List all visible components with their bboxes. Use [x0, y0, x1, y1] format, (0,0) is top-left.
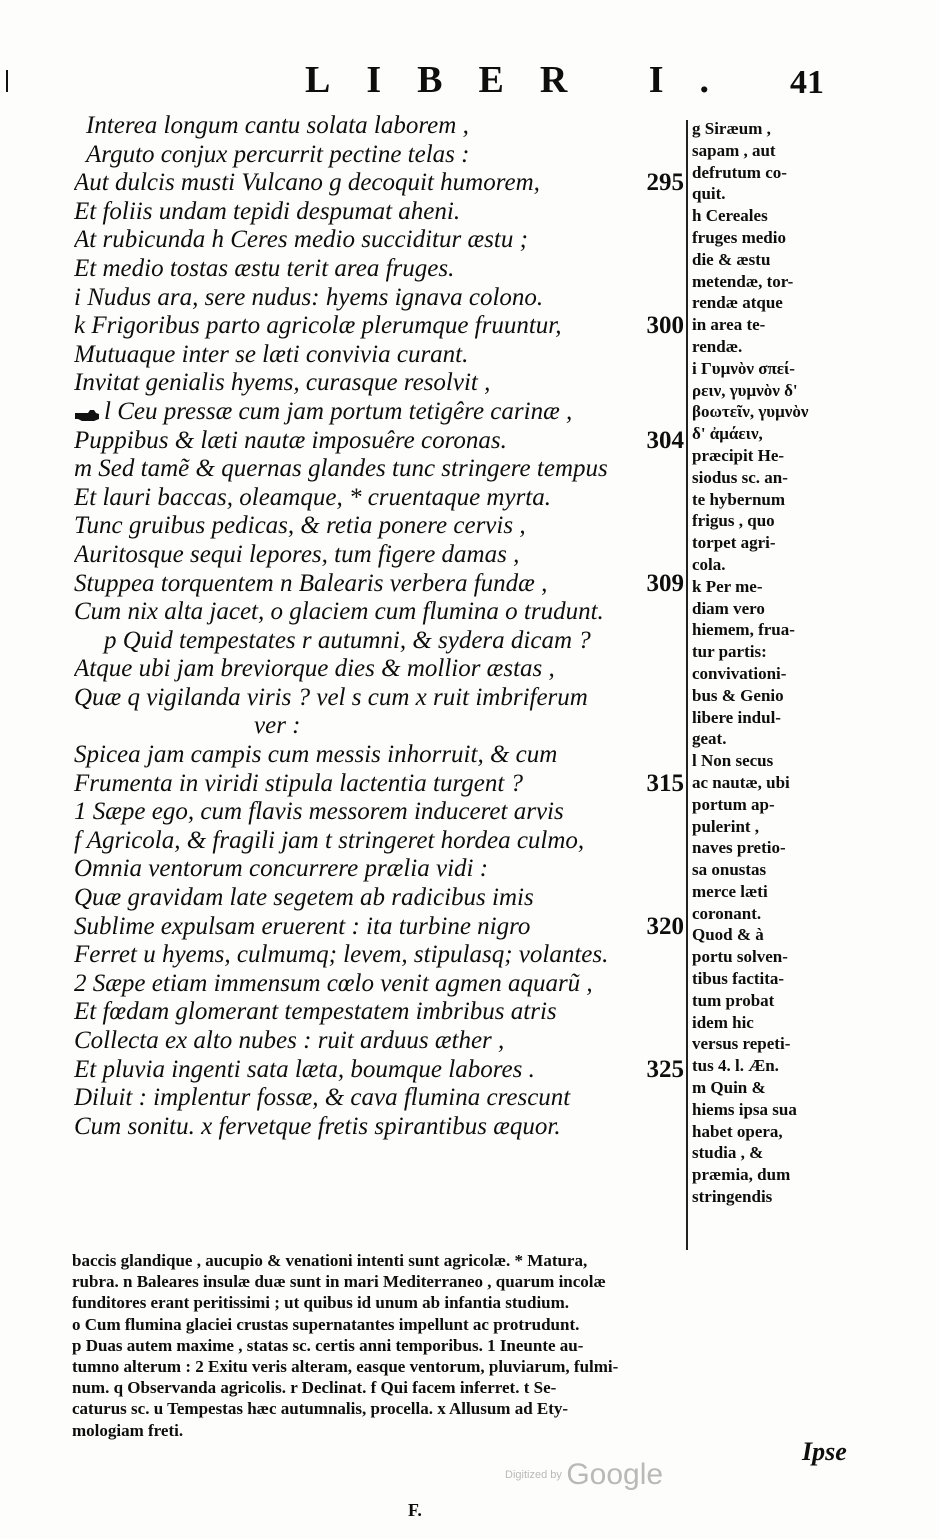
margin-note-line: merce læti	[692, 881, 768, 901]
verse-line	[74, 741, 686, 770]
verse-line	[74, 627, 686, 656]
footnote-line: baccis glandique , aucupio & venationi intenti sunt agricolæ. * Matura,	[72, 1251, 588, 1270]
verse-text: Et foliis undam tepidi despumat aheni.	[74, 197, 461, 225]
verse-text: Ferret u hyems, culmumq; levem, stipulasq; volantes.	[74, 941, 609, 969]
margin-note-line: stringendis	[692, 1187, 773, 1207]
verse-line	[74, 455, 686, 484]
margin-note-line: l Non secus	[692, 751, 774, 771]
verse-line	[74, 512, 686, 541]
margin-note-line: idem hic	[692, 1012, 754, 1032]
margin-note-line: diam vero	[692, 598, 765, 618]
verse-text: k Frigoribus parto agricolæ plerumque fruuntur,	[74, 312, 562, 340]
verse-line	[74, 913, 686, 942]
page-header	[0, 58, 940, 108]
margin-note-line: studia , &	[692, 1143, 764, 1163]
margin-note-line: fruges medio	[692, 227, 786, 247]
verse-line	[74, 1084, 686, 1113]
margin-rule	[686, 120, 688, 1250]
verse-line	[74, 226, 686, 255]
verse-text: Et fœdam glomerant tempestatem imbribus atris	[74, 998, 557, 1026]
verse-line	[74, 1056, 686, 1085]
verse-line	[74, 198, 686, 227]
verse-text: Quæ gravidam late segetem ab radicibus imis	[74, 884, 534, 912]
margin-note-line: cola.	[692, 554, 726, 574]
verse-text: Auritosque sequi lepores, tum figere damas ,	[74, 540, 520, 568]
margin-note-line: sapam , aut	[692, 140, 776, 160]
verse-line	[74, 855, 686, 884]
footnote-line: caturus sc. u Tempestas hæc autumnalis, procella. x Allusum ad Ety-	[72, 1399, 569, 1419]
margin-note-line: hiems ipsa sua	[692, 1099, 797, 1119]
watermark-prefix: Digitized by	[505, 1469, 562, 1481]
catchword: Ipse	[802, 1437, 847, 1466]
margin-note-line: pulerint ,	[692, 816, 760, 836]
verse-line	[74, 712, 686, 741]
margin-note-line: portum ap-	[692, 794, 775, 814]
verse-text: Frumenta in viridi stipula lactentia turgent ?	[74, 769, 524, 797]
verse-line	[74, 998, 686, 1027]
verse-line	[74, 484, 686, 513]
verse-text: Et lauri baccas, oleamque, * cruentaque myrta.	[74, 483, 551, 511]
margin-note-line: rendæ.	[692, 336, 743, 356]
verse-text: Invitat genialis hyems, curasque resolvit ,	[74, 369, 491, 397]
verse-text: l Ceu pressæ cum jam portum tetigêre carinæ ,	[104, 397, 573, 425]
margin-note-line: præcipit He-	[692, 445, 785, 465]
margin-note-line: geat.	[692, 729, 727, 749]
verse-text: Collecta ex alto nubes : ruit arduus æther ,	[74, 1027, 505, 1054]
line-number: 325	[646, 1055, 684, 1083]
verse-text: Stuppea torquentem n Balearis verbera fundæ ,	[74, 569, 548, 597]
margin-note-line: habet opera,	[692, 1121, 783, 1141]
verse-text: Atque ubi jam breviorque dies & mollior æstas ,	[74, 655, 555, 683]
verse-text: Mutuaque inter se læti convivia curant.	[74, 340, 469, 368]
verse-line	[74, 1113, 686, 1142]
margin-note-line: te hybernum	[692, 489, 786, 509]
verse-line	[74, 941, 686, 970]
verse-line	[74, 169, 686, 198]
verse-text: Quæ q vigilanda viris ? vel s cum x ruit imbriferum	[74, 683, 588, 711]
verse-text: Spicea jam campis cum messis inhorruit, & cum	[74, 741, 558, 769]
verse-block	[74, 112, 686, 1141]
verse-text: f Agricola, & fragili jam t stringeret hordea culmo,	[74, 826, 585, 854]
verse-line	[74, 684, 686, 713]
verse-line	[74, 1027, 686, 1056]
margin-note-line: die & æstu	[692, 249, 771, 269]
verse-line	[74, 312, 686, 341]
verse-text: Puppibus & læti nautæ imposuêre coronas.	[74, 426, 507, 454]
verse-line	[74, 427, 686, 456]
verse-text: At rubicunda h Ceres medio succiditur æstu ;	[74, 226, 528, 254]
margin-note-line: bus & Genio	[692, 685, 784, 705]
margin-notes	[692, 118, 842, 1208]
line-number: 304	[646, 426, 684, 454]
margin-note-line: torpet agri-	[692, 533, 776, 553]
verse-line	[74, 598, 686, 627]
verse-text: ver :	[254, 712, 301, 740]
signature-mark: F.	[408, 1500, 422, 1520]
verse-text: Omnia ventorum concurrere prælia vidi :	[74, 855, 489, 883]
verse-text: 2 Sæpe etiam immensum cœlo venit agmen aquarũ ,	[74, 969, 593, 997]
verse-line	[74, 341, 686, 370]
margin-note-line: rendæ atque	[692, 293, 783, 313]
margin-note-line: tus 4. l. Æn.	[692, 1056, 779, 1076]
verse-text: Tunc gruibus pedicas, & retia ponere cervis ,	[74, 512, 526, 540]
line-number: 295	[646, 169, 684, 197]
watermark-brand: Google	[566, 1458, 664, 1491]
verse-line	[74, 884, 686, 913]
footnote-line: mologiam freti.	[72, 1420, 184, 1440]
margin-note-line: hiemem, frua-	[692, 620, 795, 640]
line-number: 300	[646, 312, 684, 340]
verse-text: p Quid tempestates r autumni, & sydera dicam ?	[104, 626, 591, 654]
margin-note-line: δ' ἀμάειν,	[692, 424, 763, 444]
line-number: 320	[646, 912, 684, 940]
page-number: 41	[790, 64, 824, 101]
margin-note-line: ac nautæ, ubi	[692, 772, 790, 792]
margin-note-line: in area te-	[692, 315, 766, 335]
verse-line	[74, 369, 686, 398]
line-number: 309	[646, 569, 684, 597]
margin-note-line: m Quin &	[692, 1078, 766, 1098]
verse-text: Et medio tostas æstu terit area fruges.	[74, 254, 455, 282]
verse-text: Cum nix alta jacet, o glaciem cum flumina o trudunt.	[74, 598, 604, 626]
manicule-icon	[74, 404, 100, 422]
footnote-line: o Cum flumina glaciei crustas supernatantes impellunt ac protrudunt.	[72, 1314, 580, 1334]
margin-note-line: libere indul-	[692, 707, 781, 727]
footnote-line: funditores erant peritissimi ; ut quibus id unum ab infantia studium.	[72, 1293, 570, 1313]
margin-note-line: metendæ, tor-	[692, 271, 794, 291]
margin-note-line: siodus sc. an-	[692, 467, 788, 487]
margin-note-line: coronant.	[692, 903, 762, 923]
margin-note-line: βοωτεῖν, γυμνὸν	[692, 402, 809, 422]
verse-line	[74, 827, 686, 856]
verse-text: Sublime expulsam eruerent : ita turbine nigro	[74, 912, 531, 940]
margin-note-line: g Siræum ,	[692, 119, 771, 138]
footnote-line: tumno alterum : 2 Exitu veris alteram, easque ventorum, pluviarum, fulmi-	[72, 1356, 619, 1376]
verse-text: Aut dulcis musti Vulcano g decoquit humorem,	[74, 169, 540, 197]
footnotes	[72, 1250, 846, 1441]
footnote-line: num. q Observanda agricolis. r Declinat. f Qui facem inferret. t Se-	[72, 1378, 557, 1398]
footnote-line: p Duas autem maxime , statas sc. certis anni temporibus. 1 Ineunte au-	[72, 1335, 584, 1355]
margin-note-line: defrutum co-	[692, 162, 787, 182]
margin-note-line: sa onustas	[692, 860, 767, 880]
verse-text: Interea longum cantu solata laborem ,	[86, 112, 469, 139]
verse-text: 1 Sæpe ego, cum flavis messorem induceret arvis	[74, 798, 564, 826]
margin-note-line: tur partis:	[692, 642, 767, 662]
verse-line	[74, 284, 686, 313]
running-title: LIBER I.	[305, 59, 746, 101]
verse-text: m Sed tamẽ & quernas glandes tunc stringere tempus	[74, 455, 608, 483]
margin-note-line: i Γυμνὸν σπεί-	[692, 358, 795, 378]
verse-text: Arguto conjux percurrit pectine telas :	[86, 140, 470, 168]
verse-text: Cum sonitu. x fervetque fretis spirantibus æquor.	[74, 1112, 561, 1140]
margin-note-line: frigus , quo	[692, 511, 775, 531]
margin-note-line: naves pretio-	[692, 838, 786, 858]
margin-note-line: k Per me-	[692, 576, 763, 596]
verse-line	[74, 112, 686, 141]
verse-line	[74, 770, 686, 799]
verse-line	[74, 970, 686, 999]
margin-note-line: tum probat	[692, 990, 775, 1010]
margin-note-line: portu solven-	[692, 947, 788, 967]
verse-line	[74, 570, 686, 599]
margin-note-line: convivationi-	[692, 663, 787, 683]
verse-text: Et pluvia ingenti sata læta, boumque labores .	[74, 1055, 535, 1083]
margin-note-line: Quod & à	[692, 925, 764, 945]
margin-note-line: ρειν, γυμνὸν δ'	[692, 380, 798, 400]
verse-line	[74, 141, 686, 170]
verse-line	[74, 655, 686, 684]
margin-note-line: præmia, dum	[692, 1165, 791, 1185]
verse-text: i Nudus ara, sere nudus: hyems ignava colono.	[74, 283, 544, 311]
margin-note-line: quit.	[692, 184, 726, 204]
verse-line	[74, 798, 686, 827]
margin-note-line: tibus factita-	[692, 969, 785, 989]
watermark	[505, 1458, 663, 1492]
footnote-line: rubra. n Baleares insulæ duæ sunt in mari Mediterraneo , quarum incolæ	[72, 1272, 606, 1292]
verse-line	[74, 541, 686, 570]
verse-line	[74, 398, 686, 427]
margin-note-line: h Cereales	[692, 206, 768, 226]
margin-note-line: versus repeti-	[692, 1034, 791, 1054]
verse-text: Diluit : implentur fossæ, & cava flumina crescunt	[74, 1084, 571, 1112]
line-number: 315	[646, 769, 684, 797]
verse-line	[74, 255, 686, 284]
